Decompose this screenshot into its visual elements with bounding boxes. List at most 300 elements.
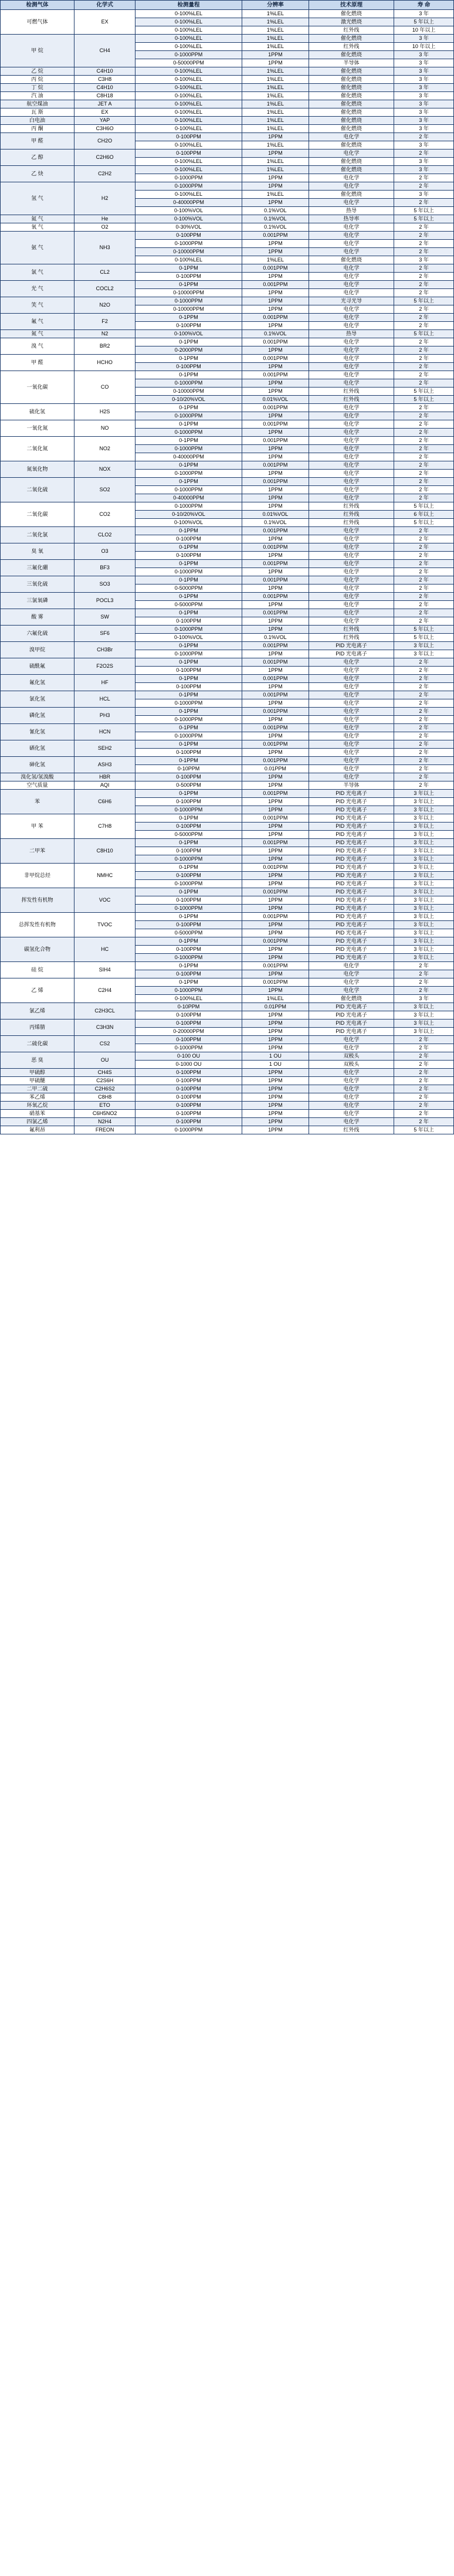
cell-gas: 光 气: [1, 281, 74, 297]
table-row: [1, 125, 454, 133]
table-row: [1, 773, 454, 781]
cell-life: 2 年: [394, 568, 454, 576]
cell-resolution: 0.1%VOL: [242, 519, 309, 527]
cell-life: 2 年: [394, 346, 454, 355]
cell-technology: 电化学: [309, 363, 394, 371]
cell-technology: 电化学: [309, 379, 394, 388]
cell-resolution: 0.001PPM: [242, 708, 309, 716]
col-header-resolution: 分辨率: [242, 1, 309, 10]
cell-range: 0-1PPM: [135, 281, 242, 289]
cell-life: 3 年: [394, 125, 454, 133]
cell-life: 3 年以上: [394, 1011, 454, 1019]
cell-technology: 电化学: [309, 412, 394, 420]
cell-technology: 热导: [309, 207, 394, 215]
cell-resolution: 1%LEL: [242, 84, 309, 92]
cell-range: 0-5000PPM: [135, 831, 242, 839]
table-row: [1, 593, 454, 601]
cell-resolution: 1PPM: [242, 379, 309, 388]
table-row: [1, 937, 454, 946]
cell-technology: 电化学: [309, 305, 394, 314]
cell-technology: 电化学: [309, 289, 394, 297]
cell-range: 0-5000PPM: [135, 601, 242, 609]
cell-range: 0-1000PPM: [135, 412, 242, 420]
cell-life: 3 年以上: [394, 642, 454, 650]
cell-technology: 红外线: [309, 43, 394, 51]
cell-life: 3 年以上: [394, 823, 454, 831]
cell-life: 2 年: [394, 732, 454, 740]
cell-technology: PID 光电离子: [309, 1011, 394, 1019]
cell-resolution: 0.001PPM: [242, 232, 309, 240]
cell-formula: COCL2: [74, 281, 135, 297]
cell-resolution: 0.001PPM: [242, 691, 309, 699]
cell-technology: 电化学: [309, 281, 394, 289]
cell-range: 0-1000PPM: [135, 855, 242, 864]
cell-technology: PID 光电离子: [309, 864, 394, 872]
cell-technology: 电化学: [309, 987, 394, 995]
cell-range: 0-100PPM: [135, 749, 242, 757]
cell-life: 3 年以上: [394, 872, 454, 880]
cell-range: 0-100%VOL: [135, 215, 242, 223]
cell-gas: 甲硫醇: [1, 1069, 74, 1077]
cell-formula: NH3: [74, 232, 135, 264]
cell-technology: 电化学: [309, 527, 394, 535]
cell-technology: 半导体: [309, 59, 394, 67]
cell-range: 0-1PPM: [135, 527, 242, 535]
table-row: [1, 314, 454, 322]
cell-gas: 酸 雾: [1, 609, 74, 626]
cell-resolution: 1PPM: [242, 199, 309, 207]
cell-gas: 氯化氢: [1, 691, 74, 708]
cell-life: 3 年以上: [394, 864, 454, 872]
cell-life: 2 年: [394, 494, 454, 502]
cell-range: 0-1PPM: [135, 593, 242, 601]
cell-range: 0-100PPM: [135, 1110, 242, 1118]
cell-formula: BF3: [74, 560, 135, 576]
cell-resolution: 0.001PPM: [242, 338, 309, 346]
cell-gas: 溴 气: [1, 338, 74, 355]
cell-formula: F2O2S: [74, 658, 135, 675]
cell-technology: 电化学: [309, 445, 394, 453]
cell-range: 0-1PPM: [135, 658, 242, 667]
cell-technology: 电化学: [309, 182, 394, 191]
cell-resolution: 1PPM: [242, 429, 309, 437]
cell-gas: 丁 烷: [1, 84, 74, 92]
cell-resolution: 1PPM: [242, 51, 309, 59]
cell-range: 0-1PPM: [135, 724, 242, 732]
cell-technology: 电化学: [309, 1077, 394, 1085]
cell-technology: 电化学: [309, 757, 394, 765]
cell-range: 0-1000PPM: [135, 699, 242, 708]
table-row: [1, 404, 454, 412]
cell-range: 0-100%LEL: [135, 125, 242, 133]
cell-life: 2 年: [394, 420, 454, 429]
table-row: [1, 543, 454, 552]
table-row: [1, 264, 454, 273]
cell-gas: 一氧化碳: [1, 371, 74, 404]
cell-technology: 红外线: [309, 519, 394, 527]
cell-resolution: 0.001PPM: [242, 864, 309, 872]
cell-range: 0-100%VOL: [135, 519, 242, 527]
cell-range: 0-10/20%VOL: [135, 396, 242, 404]
cell-technology: 电化学: [309, 601, 394, 609]
cell-technology: 电化学: [309, 322, 394, 330]
cell-technology: 电化学: [309, 1069, 394, 1077]
cell-resolution: 1 OU: [242, 1061, 309, 1069]
cell-range: 0-1000PPM: [135, 182, 242, 191]
cell-range: 0-1PPM: [135, 576, 242, 584]
cell-range: 0-1000PPM: [135, 297, 242, 305]
cell-resolution: 1%LEL: [242, 43, 309, 51]
cell-range: 0-100%LEL: [135, 26, 242, 35]
cell-resolution: 1PPM: [242, 798, 309, 806]
table-row: [1, 232, 454, 240]
cell-range: 0-1PPM: [135, 839, 242, 847]
cell-range: 0-10000PPM: [135, 305, 242, 314]
cell-life: 2 年: [394, 305, 454, 314]
cell-life: 2 年: [394, 322, 454, 330]
cell-gas: 砷化氢: [1, 757, 74, 773]
cell-technology: 红外线: [309, 388, 394, 396]
cell-resolution: 1%LEL: [242, 995, 309, 1003]
cell-life: 2 年: [394, 429, 454, 437]
cell-life: 2 年: [394, 232, 454, 240]
table-row: [1, 100, 454, 108]
cell-range: 0-100%LEL: [135, 158, 242, 166]
cell-formula: TVOC: [74, 913, 135, 937]
cell-technology: 催化燃烧: [309, 67, 394, 76]
cell-resolution: 1PPM: [242, 470, 309, 478]
cell-resolution: 1PPM: [242, 946, 309, 954]
cell-life: 2 年: [394, 404, 454, 412]
cell-life: 2 年: [394, 543, 454, 552]
cell-life: 2 年: [394, 182, 454, 191]
cell-resolution: 0.001PPM: [242, 593, 309, 601]
table-row: [1, 355, 454, 363]
cell-life: 2 年: [394, 1085, 454, 1093]
cell-technology: 催化燃烧: [309, 100, 394, 108]
table-row: [1, 642, 454, 650]
cell-resolution: 1PPM: [242, 1110, 309, 1118]
cell-gas: 苯: [1, 790, 74, 814]
cell-resolution: 1%LEL: [242, 141, 309, 149]
cell-range: 0-100PPM: [135, 149, 242, 158]
cell-resolution: 1PPM: [242, 905, 309, 913]
cell-range: 0-1PPM: [135, 642, 242, 650]
cell-life: 2 年: [394, 281, 454, 289]
cell-gas: 一氧化氮: [1, 420, 74, 437]
cell-formula: NOX: [74, 461, 135, 478]
cell-range: 0-100PPM: [135, 1093, 242, 1102]
cell-range: 0-100%LEL: [135, 141, 242, 149]
cell-technology: 电化学: [309, 552, 394, 560]
cell-technology: PID 光电离子: [309, 814, 394, 823]
cell-life: 2 年: [394, 978, 454, 987]
cell-life: 3 年: [394, 10, 454, 18]
cell-technology: 电化学: [309, 962, 394, 970]
cell-technology: 红外线: [309, 502, 394, 511]
table-row: [1, 10, 454, 18]
table-header: [1, 1, 454, 10]
cell-resolution: 0.001PPM: [242, 658, 309, 667]
cell-technology: PID 光电离子: [309, 888, 394, 896]
cell-life: 2 年: [394, 1118, 454, 1126]
cell-life: 2 年: [394, 658, 454, 667]
cell-range: 0-1000PPM: [135, 445, 242, 453]
cell-life: 2 年: [394, 371, 454, 379]
cell-range: 0-5000PPM: [135, 929, 242, 937]
cell-technology: 电化学: [309, 675, 394, 683]
cell-technology: 催化燃烧: [309, 166, 394, 174]
cell-technology: 电化学: [309, 699, 394, 708]
cell-gas: 总挥发性有机物: [1, 913, 74, 937]
cell-formula: C2H6S2: [74, 1085, 135, 1093]
cell-resolution: 1PPM: [242, 929, 309, 937]
cell-formula: NO: [74, 420, 135, 437]
cell-resolution: 1%LEL: [242, 76, 309, 84]
cell-range: 0-1PPM: [135, 913, 242, 921]
cell-technology: 电化学: [309, 232, 394, 240]
cell-resolution: 1PPM: [242, 346, 309, 355]
cell-gas: 氢 气: [1, 182, 74, 215]
cell-resolution: 0.001PPM: [242, 576, 309, 584]
cell-resolution: 0.001PPM: [242, 724, 309, 732]
cell-life: 3 年: [394, 92, 454, 100]
cell-life: 3 年: [394, 108, 454, 117]
cell-technology: 催化燃烧: [309, 141, 394, 149]
cell-range: 0-100PPM: [135, 232, 242, 240]
cell-resolution: 0.001PPM: [242, 839, 309, 847]
cell-resolution: 1PPM: [242, 773, 309, 781]
cell-gas: 甲 烷: [1, 35, 74, 67]
cell-life: 2 年: [394, 174, 454, 182]
cell-gas: 硫化氢: [1, 404, 74, 420]
cell-range: 0-1PPM: [135, 757, 242, 765]
cell-technology: 催化燃烧: [309, 125, 394, 133]
table-row: [1, 35, 454, 43]
cell-life: 2 年: [394, 437, 454, 445]
cell-formula: C3H8: [74, 76, 135, 84]
cell-formula: CO2: [74, 502, 135, 527]
cell-life: 3 年: [394, 166, 454, 174]
table-row: [1, 502, 454, 511]
cell-range: 0-1000PPM: [135, 806, 242, 814]
cell-life: 3 年以上: [394, 1003, 454, 1011]
cell-technology: 电化学: [309, 264, 394, 273]
cell-life: 3 年: [394, 59, 454, 67]
cell-gas: 氟化氢: [1, 675, 74, 691]
cell-gas: 丙 烷: [1, 76, 74, 84]
cell-gas: 丙 酮: [1, 125, 74, 133]
cell-gas: 非甲烷总烃: [1, 864, 74, 888]
table-row: [1, 888, 454, 896]
cell-life: 2 年: [394, 584, 454, 593]
cell-life: 2 年: [394, 675, 454, 683]
table-row: [1, 626, 454, 634]
cell-resolution: 0.001PPM: [242, 527, 309, 535]
cell-resolution: 1PPM: [242, 970, 309, 978]
cell-formula: EX: [74, 108, 135, 117]
cell-technology: 电化学: [309, 560, 394, 568]
cell-technology: PID 光电离子: [309, 839, 394, 847]
cell-range: 0-1000PPM: [135, 716, 242, 724]
cell-resolution: 1PPM: [242, 855, 309, 864]
table-row: [1, 708, 454, 716]
cell-life: 2 年: [394, 445, 454, 453]
cell-gas: 氮 气: [1, 330, 74, 338]
cell-resolution: 1PPM: [242, 584, 309, 593]
cell-technology: 红外线: [309, 626, 394, 634]
cell-range: 0-1000PPM: [135, 568, 242, 576]
table-row: [1, 757, 454, 765]
cell-range: 0-1PPM: [135, 437, 242, 445]
cell-technology: PID 光电离子: [309, 642, 394, 650]
cell-formula: SEH2: [74, 740, 135, 757]
cell-resolution: 0.001PPM: [242, 757, 309, 765]
table-row: [1, 223, 454, 232]
cell-life: 2 年: [394, 987, 454, 995]
cell-technology: PID 光电离子: [309, 946, 394, 954]
cell-technology: 电化学: [309, 240, 394, 248]
cell-resolution: 1%LEL: [242, 67, 309, 76]
cell-resolution: 1PPM: [242, 1036, 309, 1044]
cell-life: 2 年: [394, 1036, 454, 1044]
cell-life: 3 年: [394, 995, 454, 1003]
cell-resolution: 1PPM: [242, 1044, 309, 1052]
cell-gas: 甲 醛: [1, 133, 74, 149]
table-row: [1, 724, 454, 732]
cell-technology: 热导: [309, 330, 394, 338]
cell-gas: 氟利昂: [1, 1126, 74, 1134]
cell-life: 2 年: [394, 593, 454, 601]
cell-life: 2 年: [394, 749, 454, 757]
cell-technology: 催化燃烧: [309, 84, 394, 92]
cell-formula: YAP: [74, 117, 135, 125]
cell-gas: 空气质量: [1, 781, 74, 790]
cell-life: 10 年以上: [394, 26, 454, 35]
cell-formula: C2H3CL: [74, 1003, 135, 1019]
cell-life: 5 年以上: [394, 330, 454, 338]
cell-life: 2 年: [394, 240, 454, 248]
cell-life: 3 年以上: [394, 896, 454, 905]
cell-resolution: 1PPM: [242, 174, 309, 182]
cell-formula: VOC: [74, 888, 135, 913]
cell-life: 6 年以上: [394, 511, 454, 519]
cell-life: 2 年: [394, 1077, 454, 1085]
cell-resolution: 1PPM: [242, 732, 309, 740]
cell-formula: C3H3N: [74, 1019, 135, 1036]
cell-life: 2 年: [394, 773, 454, 781]
cell-range: 0-100PPM: [135, 946, 242, 954]
cell-life: 2 年: [394, 264, 454, 273]
cell-formula: CH2O: [74, 133, 135, 149]
cell-formula: C2S6H: [74, 1077, 135, 1085]
cell-range: 0-100%LEL: [135, 256, 242, 264]
table-row: [1, 790, 454, 798]
table-row: [1, 864, 454, 872]
table-row: [1, 1093, 454, 1102]
table-row: [1, 1126, 454, 1134]
cell-life: 3 年以上: [394, 913, 454, 921]
cell-life: 2 年: [394, 486, 454, 494]
cell-life: 2 年: [394, 338, 454, 346]
cell-life: 2 年: [394, 1093, 454, 1102]
cell-formula: AQI: [74, 781, 135, 790]
cell-technology: 电化学: [309, 338, 394, 346]
cell-gas: 二氧化碳: [1, 502, 74, 527]
cell-formula: C4H10: [74, 67, 135, 76]
table-row: [1, 1077, 454, 1085]
cell-technology: PID 光电离子: [309, 823, 394, 831]
cell-gas: 可燃气体: [1, 10, 74, 35]
cell-life: 2 年: [394, 560, 454, 568]
cell-resolution: 1PPM: [242, 1019, 309, 1028]
cell-range: 0-1000PPM: [135, 502, 242, 511]
cell-resolution: 1PPM: [242, 552, 309, 560]
cell-technology: 电化学: [309, 494, 394, 502]
cell-resolution: 1PPM: [242, 297, 309, 305]
cell-life: 2 年: [394, 740, 454, 749]
cell-resolution: 0.001PPM: [242, 740, 309, 749]
cell-technology: 电化学: [309, 346, 394, 355]
cell-gas: 硅 烷: [1, 962, 74, 978]
table-row: [1, 215, 454, 223]
cell-range: 0-100%LEL: [135, 995, 242, 1003]
cell-range: 0-1000PPM: [135, 486, 242, 494]
cell-resolution: 1PPM: [242, 683, 309, 691]
cell-resolution: 1PPM: [242, 568, 309, 576]
cell-range: 0-100%LEL: [135, 18, 242, 26]
cell-technology: 电化学: [309, 576, 394, 584]
cell-resolution: 1PPM: [242, 847, 309, 855]
cell-gas: 丙烯腈: [1, 1019, 74, 1036]
cell-technology: 催化燃烧: [309, 158, 394, 166]
cell-range: 0-40000PPM: [135, 453, 242, 461]
cell-life: 2 年: [394, 1069, 454, 1077]
table-row: [1, 420, 454, 429]
cell-technology: 电化学: [309, 470, 394, 478]
cell-range: 0-20000PPM: [135, 1028, 242, 1036]
cell-range: 0-10000PPM: [135, 289, 242, 297]
cell-range: 0-1PPM: [135, 814, 242, 823]
cell-technology: 电化学: [309, 683, 394, 691]
cell-resolution: 1%LEL: [242, 26, 309, 35]
cell-range: 0-1PPM: [135, 560, 242, 568]
cell-life: 3 年以上: [394, 954, 454, 962]
cell-resolution: 1PPM: [242, 305, 309, 314]
cell-formula: NO2: [74, 437, 135, 461]
cell-gas: 硝基苯: [1, 1110, 74, 1118]
cell-formula: C2H2: [74, 166, 135, 182]
cell-range: 0-100PPM: [135, 1019, 242, 1028]
cell-technology: 红外线: [309, 396, 394, 404]
cell-technology: PID 光电离子: [309, 913, 394, 921]
table-row: [1, 1069, 454, 1077]
table-row: [1, 1110, 454, 1118]
cell-formula: C7H8: [74, 814, 135, 839]
cell-range: 0-100PPM: [135, 823, 242, 831]
cell-life: 3 年: [394, 35, 454, 43]
cell-gas: 甲 醛: [1, 355, 74, 371]
cell-formula: O3: [74, 543, 135, 560]
cell-technology: 热导率: [309, 215, 394, 223]
cell-range: 0-100PPM: [135, 1118, 242, 1126]
cell-resolution: 0.1%VOL: [242, 215, 309, 223]
table-row: [1, 166, 454, 174]
cell-technology: 催化燃烧: [309, 995, 394, 1003]
cell-range: 0-100PPM: [135, 667, 242, 675]
gas-spec-table: [0, 0, 454, 1134]
cell-technology: 催化燃烧: [309, 108, 394, 117]
